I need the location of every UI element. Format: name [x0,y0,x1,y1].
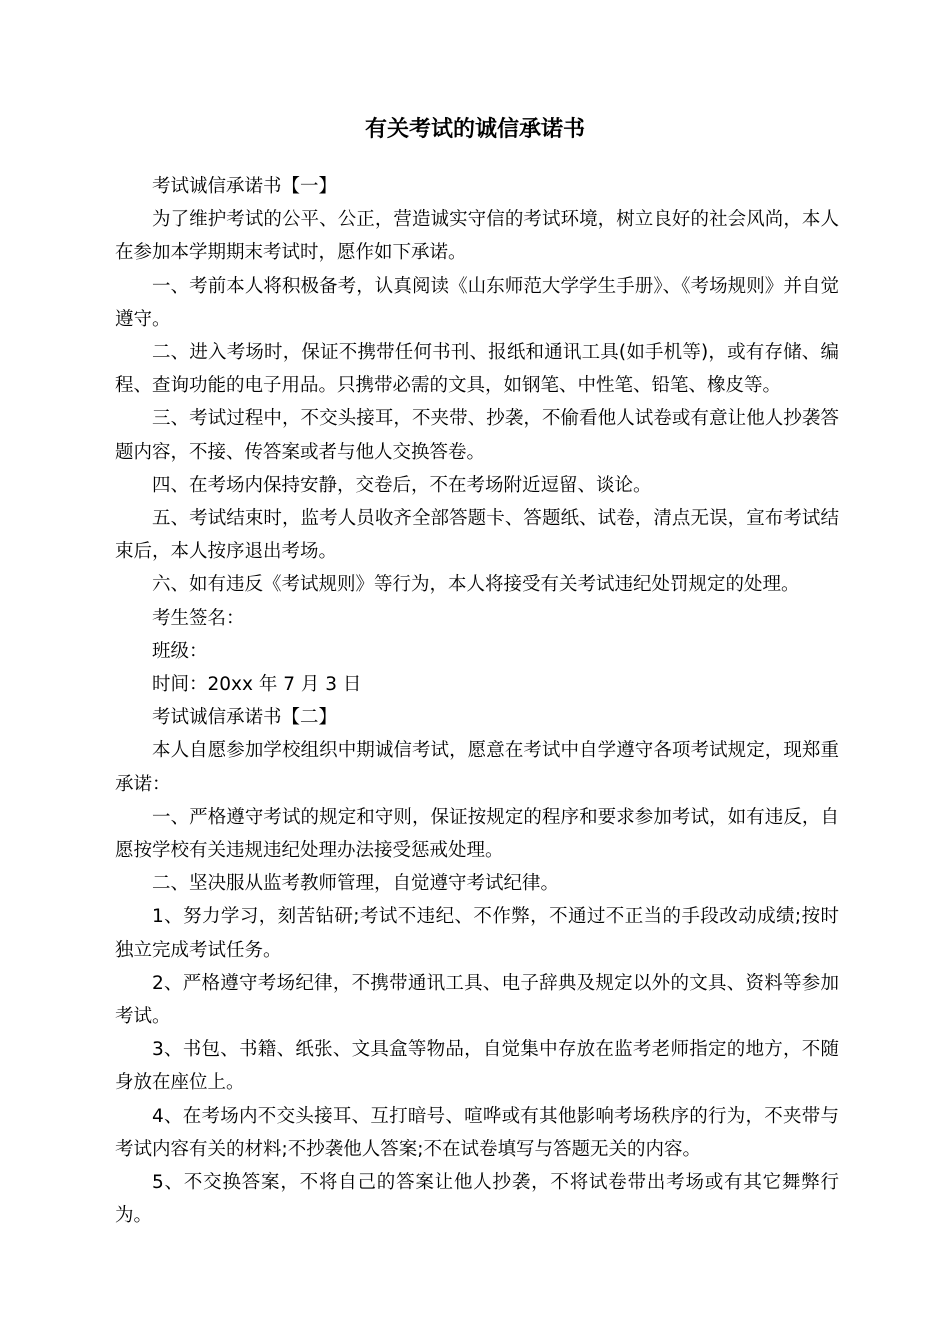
section-heading-1: 考试诚信承诺书【一】 [152,176,338,197]
pledge-item: 五、考试结束时，监考人员收齐全部答题卡、答题纸、试卷，清点无误，宣布考试结束后，本人按序退出考场。 [115,508,839,563]
pledge-subitem: 1、努力学习，刻苦钻研;考试不违纪、不作弊，不通过不正当的手段改动成绩;按时独立完成考试任务。 [115,906,839,961]
pledge-item: 一、严格遵守考试的规定和守则，保证按规定的程序和要求参加考试，如有违反，自愿按学校有关违规违纪处理办法接受惩戒处理。 [115,806,839,862]
pledge-item: 二、坚决服从监考教师管理，自觉遵守考试纪律。 [152,873,560,895]
pledge-subitem: 5、不交换答案，不将自己的答案让他人抄袭，不将试卷带出考场或有其它舞弊行为。 [115,1172,839,1227]
signature-line: 考生签名： [152,607,245,629]
paragraph: 本人自愿参加学校组织中期诚信考试，愿意在考试中自学遵守各项考试规定，现郑重承诺： [115,740,839,795]
pledge-item: 三、考试过程中，不交头接耳，不夹带、抄袭，不偷看他人试卷或有意让他人抄袭答题内容，不接、传答案或者与他人交换答卷。 [115,408,839,463]
class-line: 班级： [152,640,208,662]
pledge-subitem: 2、严格遵守考场纪律，不携带通讯工具、电子辞典及规定以外的文具、资料等参加考试。 [115,972,839,1028]
section-heading-2: 考试诚信承诺书【二】 [152,707,338,729]
pledge-item: 四、在考场内保持安静，交卷后，不在考场附近逗留、谈论。 [152,474,652,496]
paragraph: 为了维护考试的公平、公正，营造诚实守信的考试环境，树立良好的社会风尚，本人在参加本学期期末考试时，愿作如下承诺。 [115,209,839,264]
pledge-item: 二、进入考场时，保证不携带任何书刊、报纸和通讯工具(如手机等)，或有存储、编程、查询功能的电子用品。只携带必需的文具，如钢笔、中性笔、铅笔、橡皮等。 [115,342,839,397]
date-line: 时间：20xx 年 7 月 3 日 [152,674,362,696]
pledge-item: 六、如有违反《考试规则》等行为，本人将接受有关考试违纪处罚规定的处理。 [152,574,800,596]
document-title: 有关考试的诚信承诺书 [364,117,585,142]
document-body [115,170,839,1233]
pledge-subitem: 3、书包、书籍、纸张、文具盒等物品，自觉集中存放在监考老师指定的地方，不随身放在座位上。 [115,1039,839,1094]
pledge-subitem: 4、在考场内不交头接耳、互打暗号、喧哗或有其他影响考场秩序的行为，不夹带与考试内容有关的材料;不抄袭他人答案;不在试卷填写与答题无关的内容。 [115,1105,839,1160]
pledge-item: 一、考前本人将积极备考，认真阅读《山东师范大学学生手册》、《考场规则》并自觉遵守。 [115,275,839,330]
